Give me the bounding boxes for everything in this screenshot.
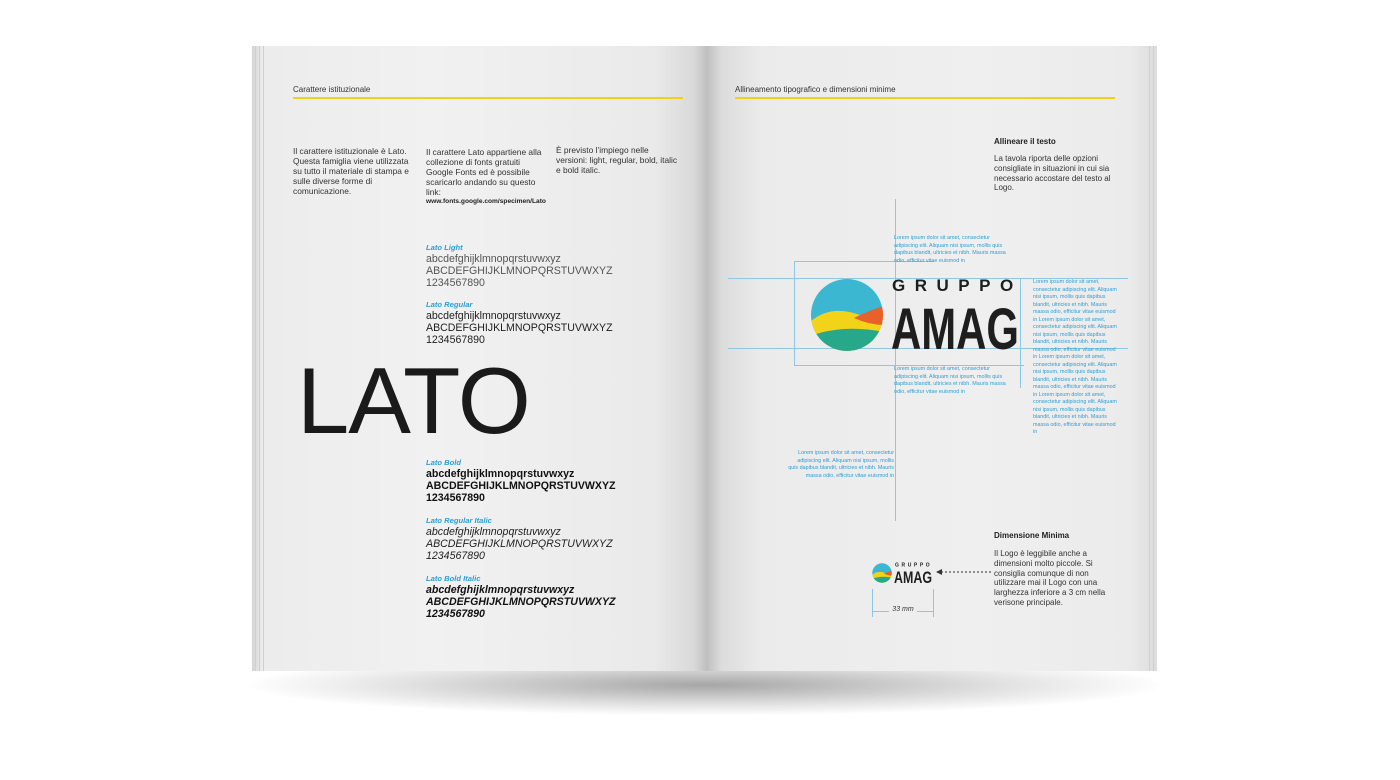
page-stack-edge [263,46,264,671]
google-fonts-link[interactable]: www.fonts.google.com/specimen/Lato [426,198,546,205]
globe-icon [872,563,892,583]
specimen-label-bold: Lato Bold [426,458,462,467]
big-font-name: LATO [297,348,530,453]
specimen-label-light: Lato Light [426,243,463,252]
intro-column-3: È previsto l’impiego nelle versioni: light, regular, bold, italic e bold italic. [556,145,678,175]
guide-line-vertical [794,261,795,366]
specimen-lowercase: abcdefghijklmnopqrstuvwxyz [426,526,561,538]
align-text: La tavola riporta delle opzioni consigliate in situazioni in cui sia necessario accostare del testo al Logo. [994,154,1111,193]
specimen-digits: 1234567890 [426,550,485,562]
intro-column-1: Il carattere istituzionale è Lato. Questa famiglia viene utilizzata su tutto il materiale di stampa e sulle diverse forme di comunicazione. [293,146,409,196]
lorem-block-right: Lorem ipsum dolor sit amet, consectetur adipiscing elit. Aliquam nisi ipsum, mollis quis dapibus blandit, ultricies et nibh. Mauris massa odio, efficitur vitae euismod in Lorem ipsum dolor sit amet, consectetur adipiscing elit. Aliquam nisi ipsum, mollis quis dapibus blandit, ultricies et nibh. Mauris massa odio, efficitur vitae euismod in Lorem ipsum dolor sit amet, consectetur adipiscing elit. Aliquam nisi ipsum, mollis quis dapibus blandit, ultricies et nibh. Mauris massa odio, efficitur vitae euismod in Lorem ipsum dolor sit amet, consectetur adipiscing elit. Aliquam nisi ipsum, mollis quis dapibus blandit, ultricies et nibh. Mauris massa odio, efficitur vitae euismod in [1033,279,1117,435]
left-page [252,46,708,671]
running-head: Allineamento tipografico e dimensioni minime [735,85,896,94]
page-stack-edge [255,46,256,671]
specimen-uppercase: ABCDEFGHIJKLMNOPQRSTUVWXYZ [426,480,616,492]
amag-wordmark [891,274,1023,350]
small-wordmark [894,561,934,585]
specimen-label-italic: Lato Regular Italic [426,516,492,525]
dotted-arrow-icon [936,567,992,577]
specimen-bold-italic [426,584,616,620]
specimen-italic [426,526,613,562]
wordmark-gruppo: GRUPPO [895,562,933,569]
specimen-bold [426,468,616,504]
min-width-label [872,606,934,613]
min-size-text: Il Logo è leggibile anche a dimensioni molto piccole. Si consiglia comunque di non utilizzare mai il Logo con una larghezza inferiore a 3 cm nella verisone principale. [994,549,1106,607]
page-stack-edge [1153,46,1154,671]
specimen-lowercase: abcdefghijklmnopqrstuvwxyz [426,468,575,480]
wordmark-gruppo: GRUPPO [892,276,1023,295]
intro-column-2 [426,147,546,206]
wordmark-amag: AMAG [891,297,1019,350]
lorem-block-left: Lorem ipsum dolor sit amet, consectetur adipiscing elit. Aliquam nisi ipsum, mollis quis dapibus blandit, ultricies et nibh. Mauris massa odio, efficitur vitae euismod in [788,450,894,479]
specimen-uppercase: ABCDEFGHIJKLMNOPQRSTUVWXYZ [426,265,613,277]
specimen-digits: 1234567890 [426,608,485,620]
amag-logo-mark [810,278,884,352]
page-stack-edge [1149,46,1150,671]
lorem-block-top: Lorem ipsum dolor sit amet, consectetur adipiscing elit. Aliquam nisi ipsum, mollis quis dapibus blandit, ultricies et nibh. Mauris massa odio, efficitur vitae euismod in [894,235,1006,264]
specimen-light [426,253,613,289]
align-heading: Allineare il testo [994,137,1056,146]
intro-column-2-text: Il carattere Lato appartiene alla collezione di fonts gratuiti Google Fonts ed è possibile scaricarlo andando su questo link: [426,147,542,197]
specimen-digits: 1234567890 [426,277,485,289]
specimen-digits: 1234567890 [426,334,485,346]
specimen-digits: 1234567890 [426,492,485,504]
specimen-regular [426,310,613,346]
specimen-label-bold-italic: Lato Bold Italic [426,574,481,583]
wordmark-amag: AMAG [894,568,932,585]
min-size-heading: Dimensione Minima [994,531,1070,540]
specimen-label-regular: Lato Regular [426,300,473,309]
accent-rule [293,97,683,99]
specimen-lowercase: abcdefghijklmnopqrstuvwxyz [426,253,561,265]
lorem-block-below: Lorem ipsum dolor sit amet, consectetur adipiscing elit. Aliquam nisi ipsum, mollis quis dapibus blandit, ultricies et nibh. Mauris massa odio, efficitur vitae euismod in [894,366,1006,395]
specimen-uppercase: ABCDEFGHIJKLMNOPQRSTUVWXYZ [426,596,616,608]
page-stack-edge [259,46,260,671]
specimen-uppercase: ABCDEFGHIJKLMNOPQRSTUVWXYZ [426,322,613,334]
running-head: Carattere istituzionale [293,85,371,94]
accent-rule [735,97,1115,99]
specimen-uppercase: ABCDEFGHIJKLMNOPQRSTUVWXYZ [426,538,613,550]
specimen-lowercase: abcdefghijklmnopqrstuvwxyz [426,584,575,596]
small-logo-mark [872,563,892,583]
globe-icon [810,278,884,352]
right-page [708,46,1157,671]
specimen-lowercase: abcdefghijklmnopqrstuvwxyz [426,310,561,322]
min-width-value: 33 mm [889,606,916,613]
